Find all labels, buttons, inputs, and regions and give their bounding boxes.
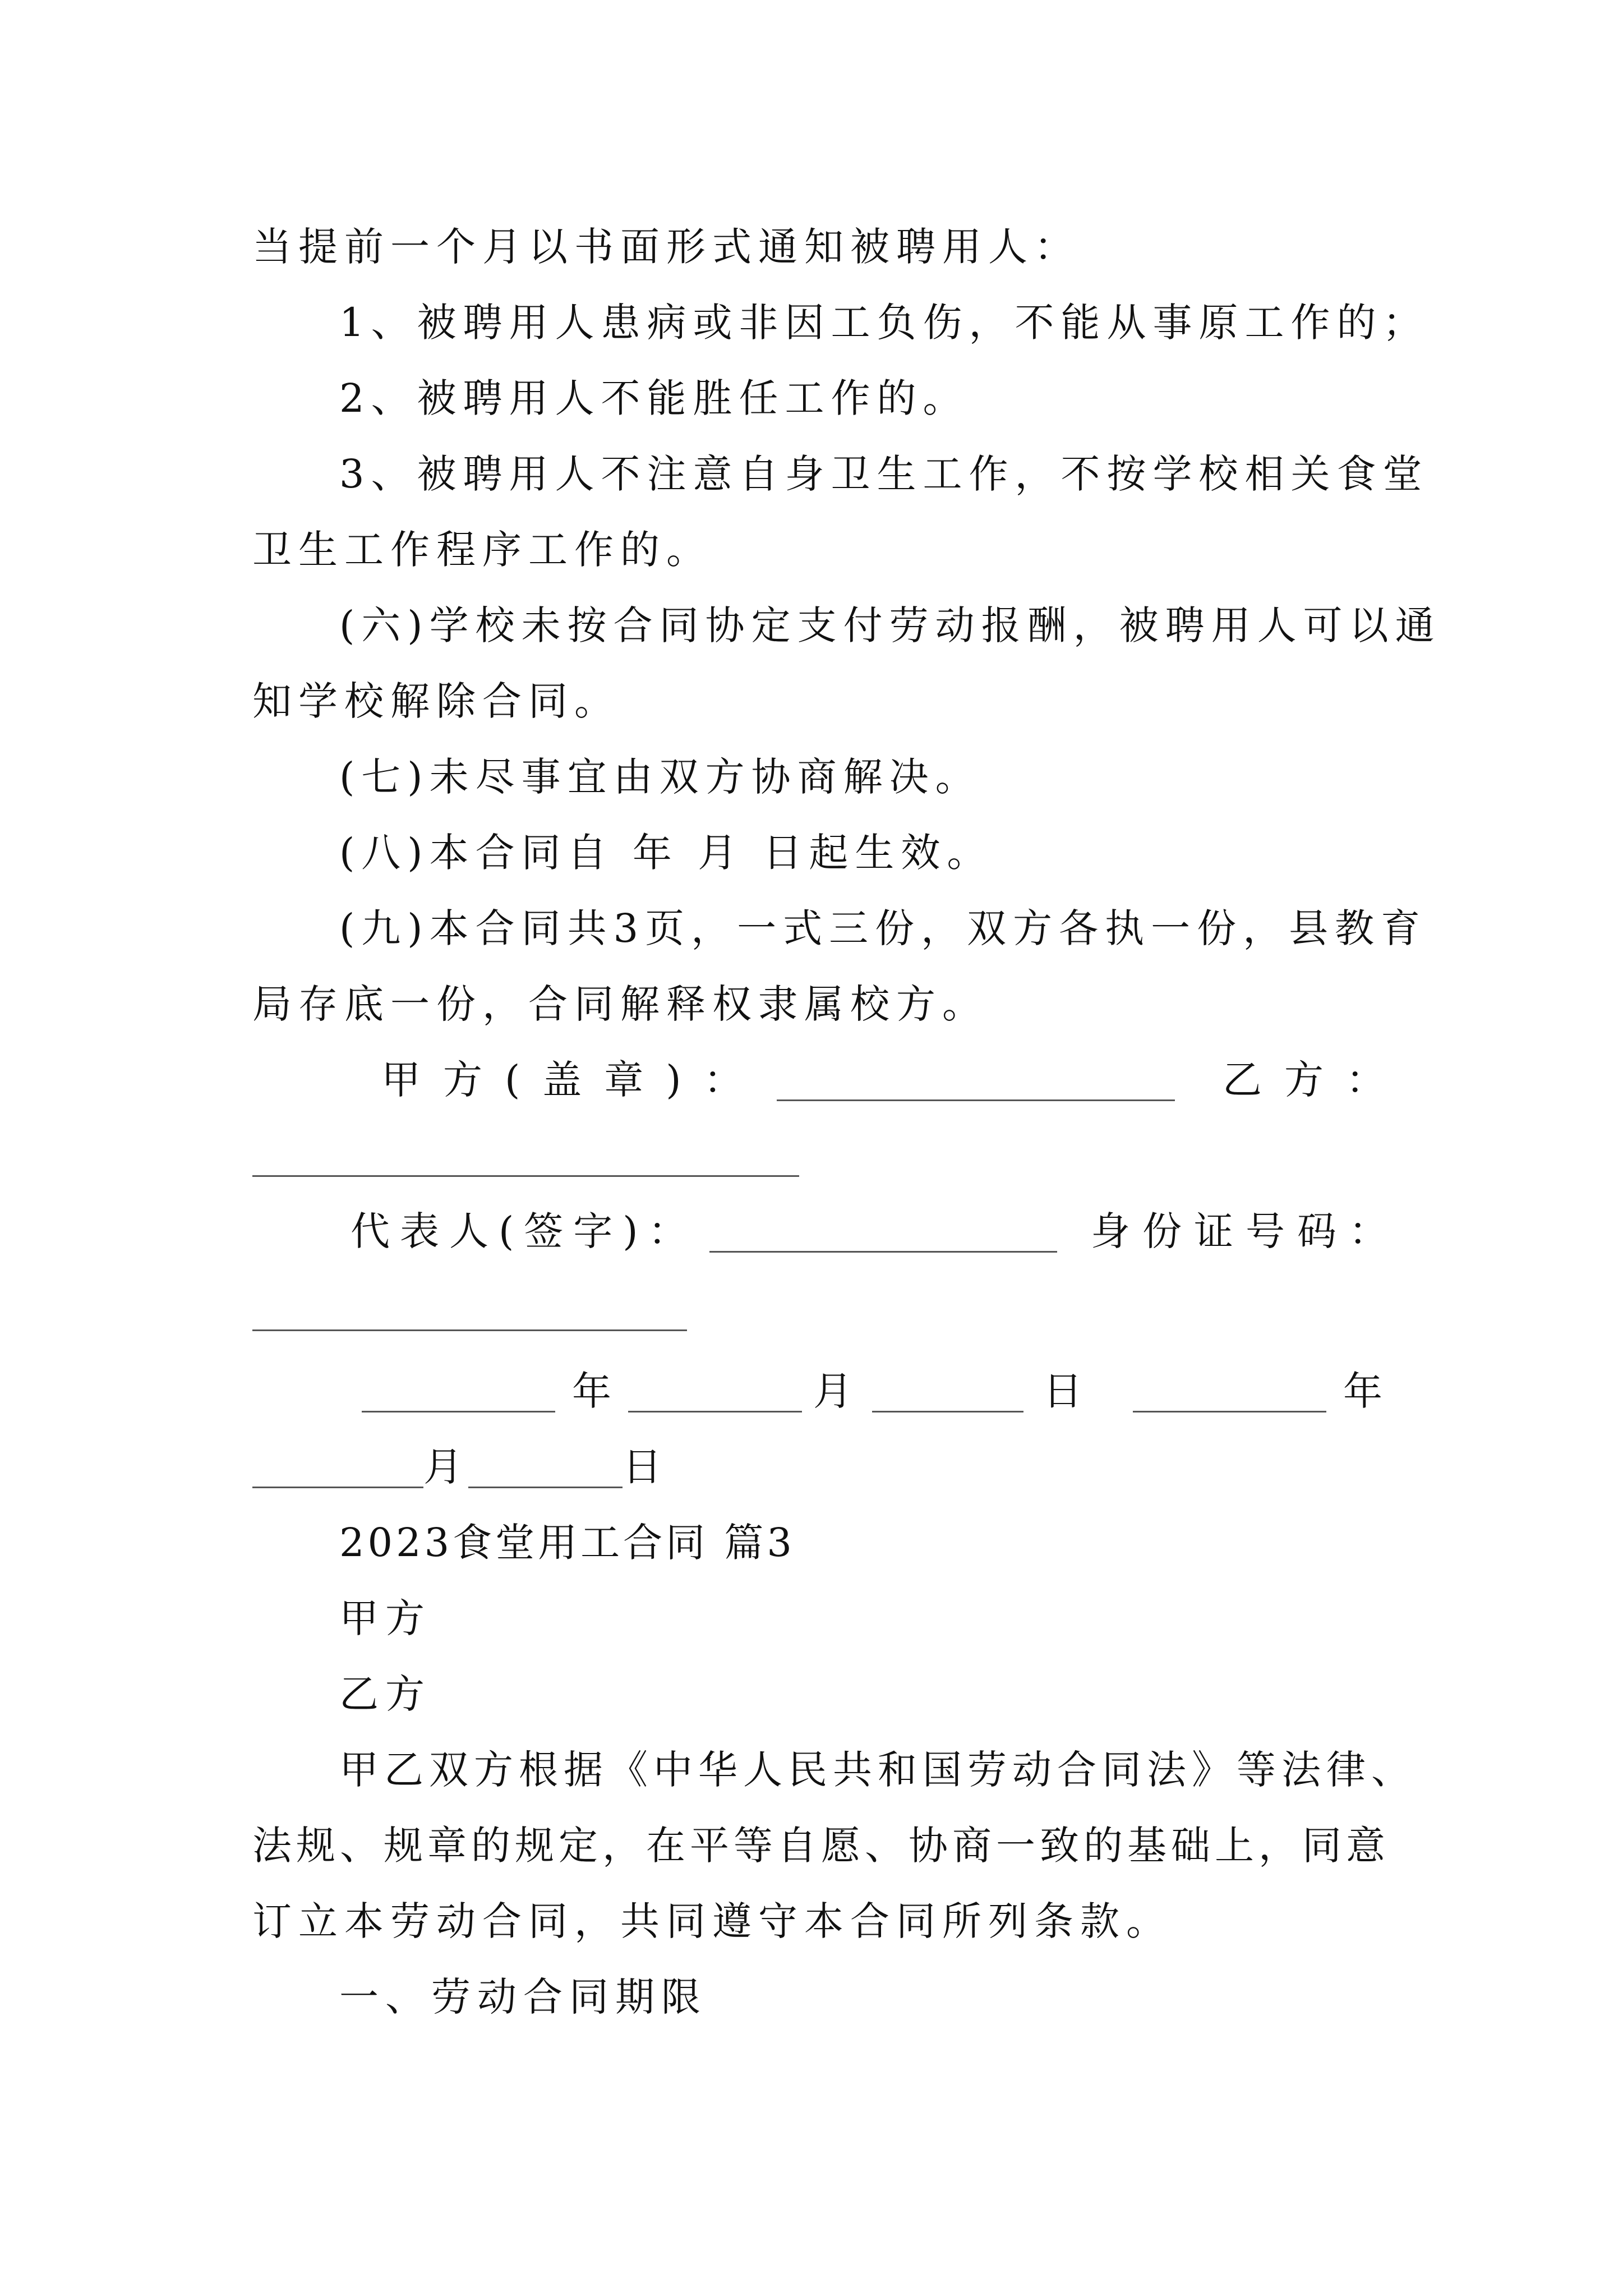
intro-line-3: 订立本劳动合同，共同遵守本合同所列条款。 xyxy=(252,1898,1172,1944)
paragraph-clause-8: (八)本合同自 年 月 日起生效。 xyxy=(339,830,993,876)
section-heading: 2023食堂用工合同 篇3 xyxy=(339,1520,795,1566)
paragraph-clause-9-cont: 局存底一份，合同解释权隶属校方。 xyxy=(252,981,988,1027)
date-a-day-line xyxy=(872,1411,1023,1412)
representative-line xyxy=(709,1251,1057,1253)
date-b-month-line xyxy=(252,1487,423,1488)
party-b-line xyxy=(252,1175,799,1177)
section-party-b: 乙方 xyxy=(339,1671,431,1717)
date-b-day-label: 日 xyxy=(623,1444,668,1490)
date-a-day-label: 日 xyxy=(1043,1368,1089,1414)
clause-1-heading: 一、劳动合同期限 xyxy=(339,1974,707,2020)
intro-line-2: 法规、规章的规定，在平等自愿、协商一致的基础上，同意 xyxy=(252,1823,1390,1869)
id-number-label: 身份证号码： xyxy=(1091,1208,1400,1254)
date-b-year-line xyxy=(1133,1411,1326,1412)
paragraph-item-3-cont: 卫生工作程序工作的。 xyxy=(252,527,712,573)
date-a-year-label: 年 xyxy=(572,1368,618,1414)
paragraph-notice: 当提前一个月以书面形式通知被聘用人： xyxy=(252,224,1080,270)
intro-line-1: 甲乙双方根据《中华人民共和国劳动合同法》等法律、 xyxy=(339,1747,1416,1793)
paragraph-clause-9: (九)本合同共3页，一式三份，双方各执一份，县教育 xyxy=(339,905,1427,951)
paragraph-clause-7: (七)未尽事宜由双方协商解决。 xyxy=(339,754,981,800)
date-b-year-label: 年 xyxy=(1343,1368,1389,1414)
representative-label: 代表人(签字)： xyxy=(351,1208,698,1254)
party-a-seal-line xyxy=(777,1099,1175,1101)
paragraph-clause-6-cont: 知学校解除合同。 xyxy=(252,678,620,724)
paragraph-item-3: 3、被聘用人不注意自身卫生工作，不按学校相关食堂 xyxy=(339,451,1429,497)
date-b-day-line xyxy=(468,1487,623,1488)
paragraph-item-1: 1、被聘用人患病或非因工负伤，不能从事原工作的； xyxy=(339,300,1429,346)
party-b-label: 乙方： xyxy=(1223,1057,1408,1103)
date-a-month-label: 月 xyxy=(813,1368,859,1414)
party-a-seal-label: 甲方(盖章)： xyxy=(381,1057,766,1103)
id-number-line xyxy=(252,1329,687,1331)
paragraph-item-2: 2、被聘用人不能胜任工作的。 xyxy=(339,375,969,421)
section-party-a: 甲方 xyxy=(339,1595,431,1641)
date-b-month-label: 月 xyxy=(423,1444,469,1490)
date-a-year-line xyxy=(362,1411,555,1412)
date-a-month-line xyxy=(628,1411,802,1412)
paragraph-clause-6: (六)学校未按合同协定支付劳动报酬，被聘用人可以通 xyxy=(339,602,1441,648)
